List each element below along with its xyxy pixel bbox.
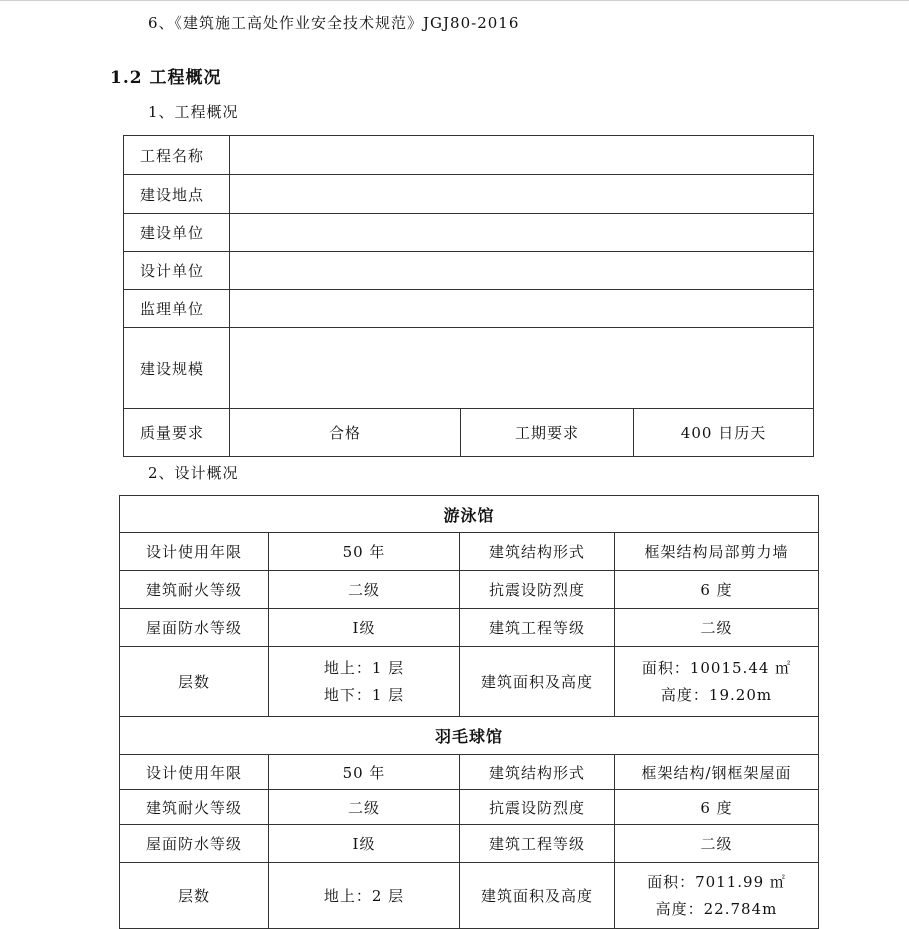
location-value [230, 175, 814, 214]
badminton-grade-value: 二级 [615, 825, 819, 863]
owner-unit-value [230, 214, 814, 252]
table-row [124, 409, 814, 457]
subheading-design-overview: 2、设计概况 [148, 464, 239, 482]
pool-area-value: 面积：10015.44 ㎡ [641, 658, 792, 677]
quality-value: 合格 [230, 409, 461, 457]
table-row [120, 825, 819, 863]
badminton-fire-label: 建筑耐火等级 [120, 790, 269, 825]
badminton-seismic-label: 抗震设防烈度 [460, 790, 615, 825]
table-row [124, 175, 814, 214]
supervision-unit-value [230, 290, 814, 328]
table-row [120, 790, 819, 825]
badminton-life-label: 设计使用年限 [120, 755, 269, 790]
design-overview-table [119, 495, 819, 929]
badminton-roof-value: Ⅰ级 [269, 825, 460, 863]
pool-life-value: 50 年 [269, 533, 460, 571]
pool-floors-value [269, 647, 460, 717]
section-heading: 1.2 工程概况 [110, 68, 222, 88]
project-name-value [230, 136, 814, 175]
badminton-roof-label: 屋面防水等级 [120, 825, 269, 863]
owner-unit-label: 建设单位 [124, 214, 230, 252]
table-row [124, 214, 814, 252]
supervision-unit-label: 监理单位 [124, 290, 230, 328]
table-row [120, 571, 819, 609]
pool-floors-below: 地下：1 层 [323, 685, 405, 704]
badminton-title: 羽毛球馆 [120, 717, 819, 755]
badminton-area-value: 面积：7011.99 ㎡ [647, 872, 786, 891]
badminton-grade-label: 建筑工程等级 [460, 825, 615, 863]
design-unit-label: 设计单位 [124, 252, 230, 290]
table-row [124, 252, 814, 290]
pool-struct-label: 建筑结构形式 [460, 533, 615, 571]
pool-grade-value: 二级 [615, 609, 819, 647]
table-row [124, 328, 814, 409]
badminton-area-label: 建筑面积及高度 [460, 863, 615, 929]
pool-floors-above: 地上：1 层 [323, 658, 405, 677]
scale-value [230, 328, 814, 409]
pool-floors-label: 层数 [120, 647, 269, 717]
badminton-height-value: 高度：22.784m [655, 899, 778, 918]
badminton-floors-above: 地上：2 层 [269, 863, 460, 929]
badminton-struct-label: 建筑结构形式 [460, 755, 615, 790]
table-row [120, 533, 819, 571]
pool-roof-value: Ⅰ级 [269, 609, 460, 647]
pool-struct-value: 框架结构局部剪力墙 [615, 533, 819, 571]
pool-height-value: 高度：19.20m [660, 685, 773, 704]
location-label: 建设地点 [124, 175, 230, 214]
pool-fire-value: 二级 [269, 571, 460, 609]
project-name-label: 工程名称 [124, 136, 230, 175]
quality-label: 质量要求 [124, 409, 230, 457]
table-row [120, 609, 819, 647]
pool-seismic-value: 6 度 [615, 571, 819, 609]
pool-area-label: 建筑面积及高度 [460, 647, 615, 717]
pool-grade-label: 建筑工程等级 [460, 609, 615, 647]
badminton-fire-value: 二级 [269, 790, 460, 825]
table-row [120, 496, 819, 533]
scale-label: 建设规模 [124, 328, 230, 409]
reference-line-6: 6、《建筑施工高处作业安全技术规范》JGJ80-2016 [148, 14, 520, 32]
table-row [124, 290, 814, 328]
subheading-project-overview: 1、工程概况 [148, 103, 239, 121]
pool-area-height-value [615, 647, 819, 717]
table-row [120, 717, 819, 755]
badminton-floors-label: 层数 [120, 863, 269, 929]
period-value: 400 日历天 [634, 409, 814, 457]
period-label: 工期要求 [461, 409, 634, 457]
pool-fire-label: 建筑耐火等级 [120, 571, 269, 609]
table-row [120, 755, 819, 790]
badminton-seismic-value: 6 度 [615, 790, 819, 825]
design-unit-value [230, 252, 814, 290]
table-row [124, 136, 814, 175]
page-top-rule [0, 0, 909, 1]
pool-title: 游泳馆 [120, 496, 819, 533]
badminton-life-value: 50 年 [269, 755, 460, 790]
pool-seismic-label: 抗震设防烈度 [460, 571, 615, 609]
project-overview-table [123, 135, 814, 457]
pool-roof-label: 屋面防水等级 [120, 609, 269, 647]
pool-life-label: 设计使用年限 [120, 533, 269, 571]
table-row [120, 647, 819, 717]
badminton-struct-value: 框架结构/钢框架屋面 [615, 755, 819, 790]
